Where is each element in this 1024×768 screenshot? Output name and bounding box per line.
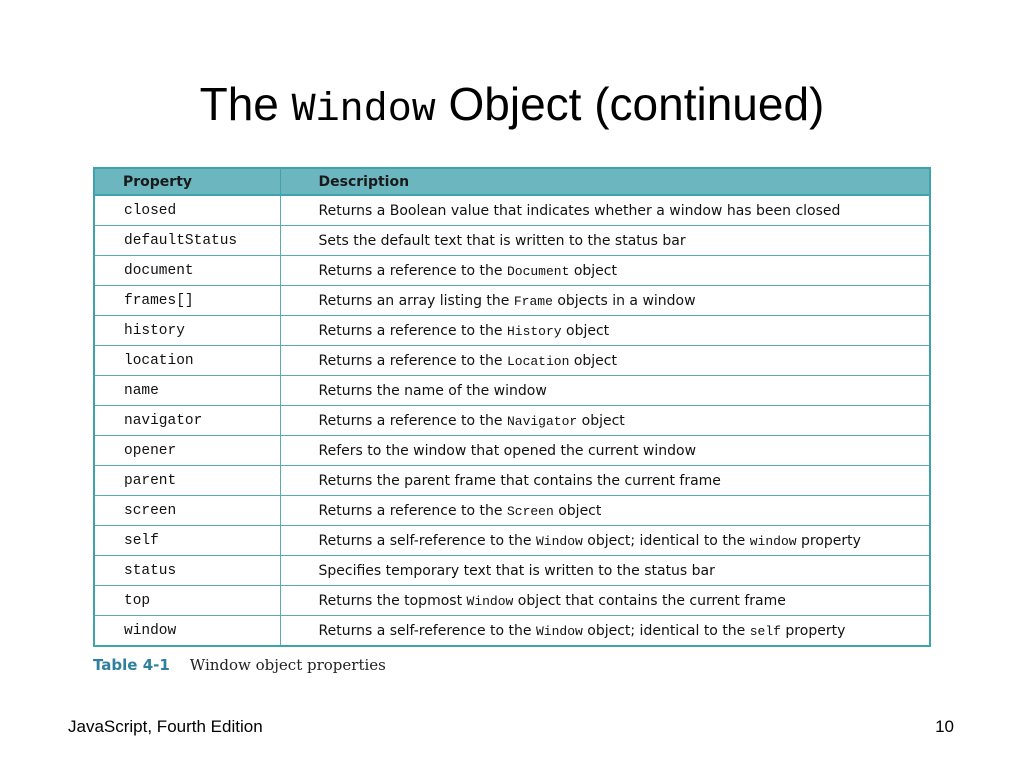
property-cell: name xyxy=(95,376,280,406)
description-cell xyxy=(280,406,929,436)
description-text: Returns an array listing the xyxy=(318,292,514,309)
description-text: Returns the parent frame that contains the current frame xyxy=(318,472,721,489)
table-row xyxy=(95,556,929,586)
table-row xyxy=(95,406,929,436)
table-row xyxy=(95,526,929,556)
description-text: property xyxy=(796,532,861,549)
description-cell xyxy=(280,226,929,256)
property-cell: window xyxy=(95,616,280,646)
table-row xyxy=(95,496,929,526)
description-cell xyxy=(280,466,929,496)
title-mono-word: Window xyxy=(291,88,436,133)
table-row xyxy=(95,316,929,346)
description-code: self xyxy=(749,623,781,639)
description-code: History xyxy=(506,323,562,339)
description-text: object; identical to the xyxy=(582,622,750,639)
property-cell: history xyxy=(95,316,280,346)
title-part2: Object (continued) xyxy=(448,78,825,130)
property-cell: location xyxy=(95,346,280,376)
table-row xyxy=(95,286,929,316)
description-text: object that contains the current frame xyxy=(513,592,786,609)
description-text: object xyxy=(569,262,617,279)
description-text: Returns a Boolean value that indicates whether a window has been closed xyxy=(318,202,841,219)
description-text: Returns a reference to the xyxy=(318,352,507,369)
property-cell: opener xyxy=(95,436,280,466)
description-text: object xyxy=(553,502,602,519)
description-code: Location xyxy=(506,353,570,369)
description-cell xyxy=(280,195,929,226)
description-cell xyxy=(280,436,929,466)
description-code: Frame xyxy=(513,293,553,309)
footer-page-number: 10 xyxy=(935,717,954,736)
properties-table xyxy=(93,167,931,647)
description-cell xyxy=(280,616,929,646)
description-code: Window xyxy=(535,623,583,639)
description-text: object xyxy=(569,352,617,369)
description-text: object xyxy=(577,412,625,429)
table-row xyxy=(95,256,929,286)
description-text: Returns the topmost xyxy=(318,592,467,609)
description-cell xyxy=(280,286,929,316)
description-cell xyxy=(280,256,929,286)
table-row xyxy=(95,616,929,646)
description-cell xyxy=(280,586,929,616)
table-row xyxy=(95,226,929,256)
table-row xyxy=(95,586,929,616)
property-cell: navigator xyxy=(95,406,280,436)
description-cell xyxy=(280,346,929,376)
property-cell: frames[] xyxy=(95,286,280,316)
property-cell: top xyxy=(95,586,280,616)
description-text: objects in a window xyxy=(552,292,696,309)
description-text: Specifies temporary text that is written to the status bar xyxy=(318,562,715,579)
table-row xyxy=(95,346,929,376)
table-caption xyxy=(93,652,386,678)
description-cell xyxy=(280,526,929,556)
description-text: Returns a reference to the xyxy=(318,502,507,519)
description-code: Screen xyxy=(506,503,554,519)
table-row xyxy=(95,195,929,226)
description-cell xyxy=(280,376,929,406)
description-text: Returns a self-reference to the xyxy=(318,532,536,549)
table-header-row xyxy=(95,169,929,195)
description-text: Returns a reference to the xyxy=(318,262,507,279)
table-row xyxy=(95,466,929,496)
description-text: Returns a reference to the xyxy=(318,412,507,429)
table-row xyxy=(95,376,929,406)
title-part1: The xyxy=(199,78,279,130)
header-description: Description xyxy=(280,169,929,195)
table-body xyxy=(95,195,929,645)
property-cell: screen xyxy=(95,496,280,526)
description-code: Document xyxy=(506,263,570,279)
description-text: Returns a reference to the xyxy=(318,322,507,339)
footer-book-title: JavaScript, Fourth Edition xyxy=(68,717,263,736)
property-cell: document xyxy=(95,256,280,286)
description-text: Sets the default text that is written to the status bar xyxy=(318,232,686,249)
description-code: Window xyxy=(535,533,583,549)
description-code: Window xyxy=(466,593,514,609)
property-cell: status xyxy=(95,556,280,586)
description-text: Refers to the window that opened the current window xyxy=(318,442,697,459)
header-property: Property xyxy=(95,169,280,195)
description-text: object xyxy=(561,322,610,339)
description-text: property xyxy=(780,622,846,639)
slide-title xyxy=(0,72,1024,143)
property-cell: parent xyxy=(95,466,280,496)
table-row xyxy=(95,436,929,466)
caption-text: Window object properties xyxy=(189,656,386,674)
property-cell: defaultStatus xyxy=(95,226,280,256)
description-text: object; identical to the xyxy=(582,532,750,549)
property-cell: closed xyxy=(95,195,280,226)
description-cell xyxy=(280,556,929,586)
description-code: window xyxy=(749,533,797,549)
property-cell: self xyxy=(95,526,280,556)
description-text: Returns the name of the window xyxy=(318,382,547,399)
description-cell xyxy=(280,496,929,526)
description-cell xyxy=(280,316,929,346)
caption-number: Table 4-1 xyxy=(93,656,170,674)
description-code: Navigator xyxy=(506,413,578,429)
description-text: Returns a self-reference to the xyxy=(318,622,536,639)
